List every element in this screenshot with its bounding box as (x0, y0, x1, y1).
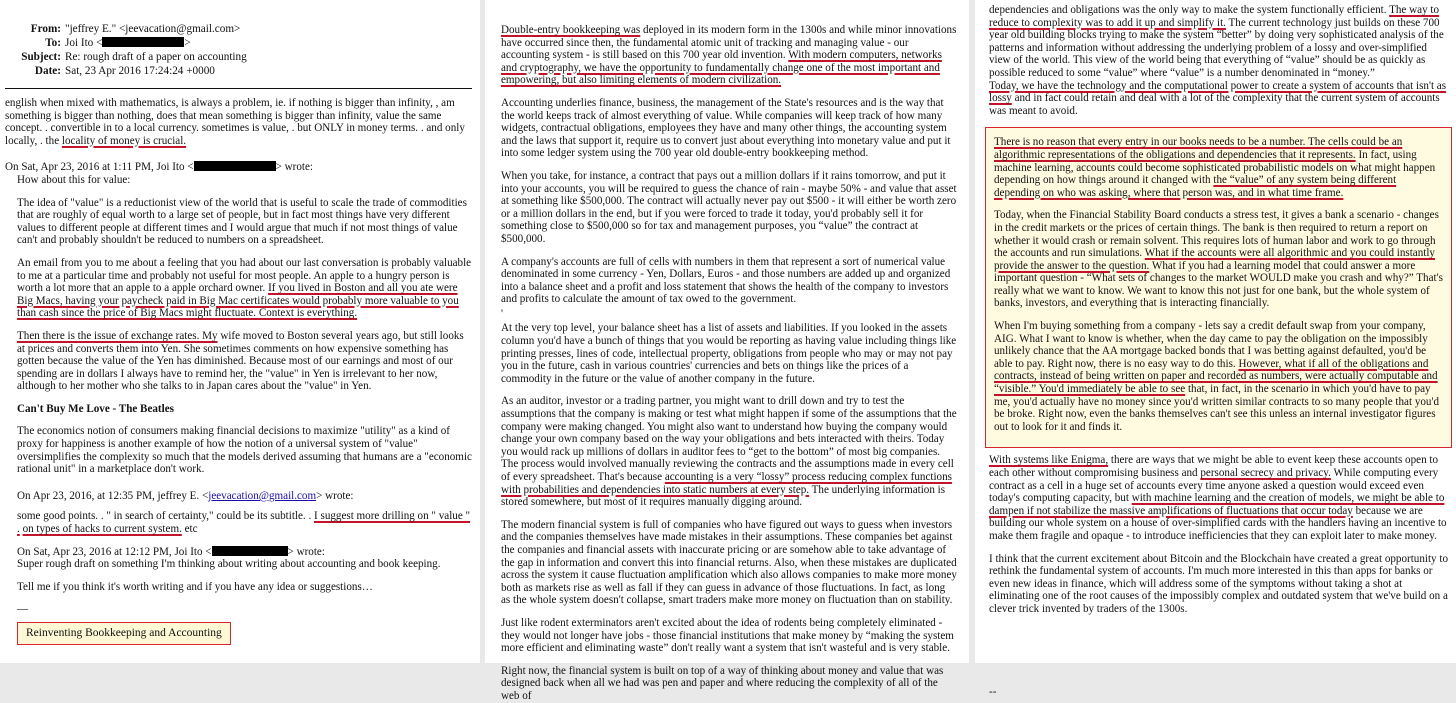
quote1-header: On Sat, Apr 23, 2016 at 1:11 PM, Joi Ito < > wrote: (5, 161, 313, 174)
doc-paragraph: When I'm buying something from a company - lets say a credit default swap from your company, AIG. What I want to know is whether, when the day came to pay the obligation on the impossibly unlikely chance that the AA mortgage backed bonds that I was betting against defaulted, you'd be able to pay. Right now, there is no easy way to do this. However, what if all of the obligations and contracts, instead of being written on paper and recorded as numbers, were actually computable and “visible.” You'd immediately be able to see that, in fact, in the scenario in which you'd have to pay me, you'd actually have no money since you'd written similar contracts to so many people that you'd be broke. Right now, even the banks themselves can't see this unless an internal investigator figures out to look for it and finds it. (994, 320, 1440, 433)
doc-paragraph: dependencies and obligations was the only way to make the system functionally efficient. The way to reduce to complexity was to add it up and simplify it. The current technology just builds on these 700 year old building blocks trying to make the system “better” by doing very sophisticated analysis of the patterns and information without addressing the underlying problem of a lossy and over-simplified view of the world. This view of the world being that everything of “value” should be as quickly as possible reduced to some “value” where “value” is a number denominated in “money.” (989, 4, 1444, 79)
quoted-draft (5, 197, 472, 645)
doc-paragraph: Accounting underlies finance, business, the management of the State's resources and is the way that the world keeps track of almost everything of value. While companies will keep track of how many widgets, contractual obligations, employees they have and many other things, the accounting system and the laws that support it, require us to convert just about everything into monetary value and put it into some ledger system using the 700 year old double-entry bookkeeping method. (501, 96, 951, 160)
draft-paragraph: The idea of "value" is a reductionist view of the world that is useful to scale the trade of commodities that are roughly of equal worth to a large set of people, but in fact most things have very different values to different people at different times and I would argue that much if not most things of value can't and probably shouldn't be reduced to numbers on a spreadsheet. (17, 196, 467, 247)
to-row: To: Joi Ito < > (45, 37, 191, 49)
header-divider (5, 88, 472, 89)
subject-row: Subject: Re: rough draft of a paper on accounting (21, 51, 247, 63)
document-page-1 (485, 0, 969, 702)
doc-paragraph: As an auditor, investor or a trading partner, you might want to drill down and try to test the assumptions that the company is making or test what might happen if some of the assumptions that the company were making changed. You might also want to understand how buying the company would change your own company based on the way your obligations and bets interacted with theirs. Today you would rack up millions of dollars in auditor fees to “get to the bottom” of most big companies. The process would involved manually reviewing the contracts and the assumptions made in every cell of every spreadsheet. That's because accounting is a very “lossy” process reducing complex functions with probabilities and dependencies into static numbers at every step. The underlying information is stored somewhere, but most of it requires manually digging around. (501, 395, 957, 509)
doc-paragraph: When you take, for instance, a contract that pays out a million dollars if it rains tomorrow, and put it into your accounts, you will be required to guess the chance of rain - maybe 50% - and value that asset at something like $500,000. The contract will actually never pay out $500 - it will either be worth zero or a million dollars in the end, but if you were forced to trade it today, you'd probably sell it for something close to $500,000 so for tax and management purposes, you “value” the contract at $500,000. (501, 169, 957, 245)
document-page-2 (975, 0, 1456, 698)
date-value: Sat, 23 Apr 2016 17:24:24 +0000 (65, 65, 215, 77)
stray-mark: ' (501, 307, 503, 320)
highlighted-section (985, 127, 1452, 448)
page-footer: -- (989, 685, 997, 698)
date-row: Date: Sat, 23 Apr 2016 17:24:24 +0000 (34, 65, 215, 77)
doc-paragraph: There is no reason that every entry in our books needs to be a number. The cells could be an algorithmic representations of the obligations and dependencies that it represents. In fact, using machine learning, accounts could become sophisticated probabilistic models on what might happen depending on how things around it changed with the “value” of any system being different depending on who was asking, where that person was, and in what time frame. (994, 136, 1436, 199)
doc-paragraph: I think that the current excitement about Bitcoin and the Blockchain have created a great opportunity to rethink the fundamental system of accounts. I'm much more interested in this than apps for banks or even new ideas in finance, which will address some of the symptoms without taking a shot at eliminating one of the root causes of the impossibly complex and outdated system that we've build on a clever trick invented by traders of the 1300s. (989, 552, 1448, 615)
redaction-bar (194, 161, 276, 171)
draft-paragraph: An email from you to me about a feeling that you had about our last conversation is probably valuable to me at a particular time and probably not useful for most people. An apple to a hungry person is worth a lot more that an apple to a apple orchard owner. If you lived in Boston and all you ate were Big Macs, having your paycheck paid in Big Mac certificates would probably more valuable to you than cash since the price of Big Macs might fluctuate. Context is everything. (17, 256, 472, 320)
reply-body: english when mixed with mathematics, is always a problem, ie. if nothing is bigger than infinity, , am something is bigger than nothing, does that mean something is bigger than infinity, value the same concept. . convertible in to a local currency. sometimes is value, . but ONLY in money terms. . and only locally, . the locality of money is crucial. (5, 97, 465, 147)
quote3-header: On Sat, Apr 23, 2016 at 12:12 PM, Joi Ito < > wrote: (17, 545, 325, 558)
quote3-line: Tell me if you think it's worth writing and if you have any idea or suggestions… (17, 580, 373, 593)
doc-paragraph: With systems like Enigma, there are ways that we might be able to event keep these accounts open to each other without compromising business and personal secrecy and privacy. While computing every contract as a cell in a huge set of accounts every time anyone asked a question would exceed even today's computing capacity, but with machine learning and the creation of models, we might be able to dampen if not stabilize the massive amplifications of fluctuations that occur today because we are building our whole system on a house of over-simplified cards with the handlers having an incentive to make them fragile and opaque - to introduce inefficiencies that they can exploit later to make money. (989, 454, 1447, 542)
doc-paragraph: A company's accounts are full of cells with numbers in them that represent a sort of numerical value denominated in some currency - Yen, Dollars, Euros - and those numbers are added up and organized into a balance sheet and a profit and loss statement that shows the health of the company to investors and profits to calculate the amount of tax owed to the government. (501, 255, 951, 306)
doc-paragraph: Double-entry bookkeeping was deployed in its modern form in the 1300s and while minor innovations have occurred since then, the fundamental atomic unit of tracking and managing value - our accounting system - is still based on this 700 year old invention. With modern computers, networks and cryptography, we have the opportunity to fundamentally change one of the most important and empowering, but also limiting elements of modern civilization. (501, 24, 957, 87)
draft-paragraph: The economics notion of consumers making financial decisions to maximize "utility" as a kind of proxy for happiness is another example of how the notion of a universal system of "value" oversimplifies the complexity so much that the models derived assuming that humans are a "economic rational unit" in a marketplace don't work. (17, 425, 472, 476)
draft-paragraph: Then there is the issue of exchange rates. My wife moved to Boston several years ago, but still looks at prices and converts them into Yen. She sometimes comments on how expensive something has gotten because the value of the Yen has diminished. Because most of our earnings and most of our spending are in dollars I always have to remind her, the "value" in Yen is irrelevant to her now, although to her mother who she talks to in Japan cares about the "value" in Yen. (17, 329, 464, 393)
redaction-bar (212, 546, 288, 556)
doc-paragraph: Today, we have the technology and the computational power to create a system of accounts that isn't as lossy and in fact could retain and deal with a lot of the complexity that the current system of accounts was meant to avoid. (989, 79, 1447, 117)
doc-paragraph: The modern financial system is full of companies who have figured out ways to guess when investors and the companies themselves have made mistakes in their assumptions. These companies bet against the companies and financial assets with inaccurate pricing or are somehow able to take advantage of the gap in information and convert this into financial returns. Also, when these mistakes are duplicated across the system it cause fluctuation amplification which also allows companies to make more money both as markets rise as well as fall if they can guess in advance of those fluctuations. In fact, as long as the whole system doesn't collapse, smart traders make more money on fluctuation than on stability. (501, 518, 957, 607)
document-title-box: Reinventing Bookkeeping and Accounting (17, 622, 231, 645)
email-link[interactable]: jeevacation@gmail.com (208, 489, 317, 502)
quote2-body: some good points. . " in search of certainty," could be its subtitle. . I suggest more drilling on " value " . on types of hacks to current system. etc (17, 510, 471, 536)
quote3-line: Super rough draft on something I'm thinking about writing about accounting and book keeping. (17, 558, 441, 571)
doc-paragraph: Right now, the financial system is built on top of a way of thinking about money and value that was designed back when all we had was pen and paper and where reducing the complexity of all of the web of (501, 664, 944, 702)
quote1-intro: How about this for value: (17, 173, 131, 186)
email-page (0, 0, 480, 663)
email-header (17, 22, 472, 78)
doc-paragraph: Today, when the Financial Stability Board conducts a stress test, it gives a bank a scenario - changes in the credit markets or the prices of certain things. The bank is then required to return a report on whether it would crash or remain solvent. This requires lots of human labor and work to go through the accounts and run simulations. What if the accounts were all algorithmic and you could instantly provide the answer to the question. What if you had a learning model that could answer a more important question - “What sets of changes to the market WOULD make you crash and why?” That's really what we want to know. We want to know this not just for one bank, but the whole system of banks, investors, and everything that is interacting financially. (994, 209, 1443, 310)
redaction-bar (102, 37, 184, 47)
from-value: "jeffrey E." <jeevacation@gmail.com> (65, 23, 241, 35)
subject-value: Re: rough draft of a paper on accounting (65, 51, 247, 63)
doc-paragraph: At the very top level, your balance sheet has a list of assets and liabilities. If you looked in the assets column you'd have a bunch of things that you would be reporting as having value including things like printing presses, lines of code, intellectual property, obligations from people who may or may not pay you in the future, cash in various countries' currencies and bets on things like the prices of a commodity in the future or the value of another company in the future. (501, 322, 957, 385)
from-row: From: "jeffrey E." <jeevacation@gmail.com> (30, 23, 241, 35)
separator: — (17, 603, 29, 616)
section-heading: Can't Buy Me Love - The Beatles (17, 402, 174, 415)
doc-paragraph: Just like rodent exterminators aren't excited about the idea of rodents being completely eliminated - they would not longer have jobs - those financial institutions that make money by “making the system more efficient and eliminating waste” don't really want a system that isn't wasteful and is very stable. (501, 616, 954, 655)
quote2-header: On Apr 23, 2016, at 12:35 PM, jeffrey E. <jeevacation@gmail.com> wrote: (17, 489, 354, 502)
